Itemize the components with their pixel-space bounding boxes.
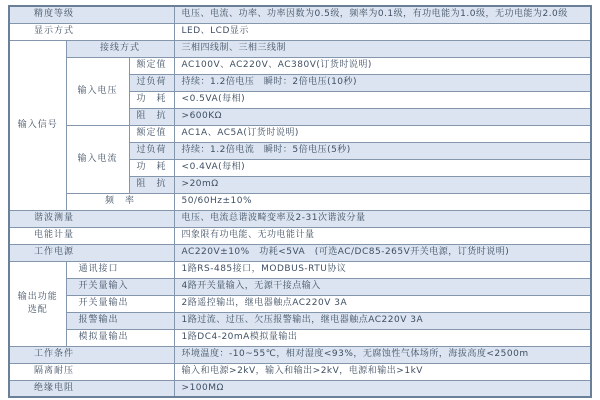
spec-label-cell: 报警输出 <box>66 312 174 329</box>
table-row <box>9 278 591 295</box>
spec-label-cell: 额定值 <box>129 57 174 74</box>
table-row <box>9 40 591 57</box>
spec-label-cell: 输入电流 <box>66 125 129 193</box>
spec-value-cell: AC220V±10% 功耗<5VA (可选AC/DC85-265V开关电源，订货时说明) <box>174 244 591 261</box>
spec-label-cell: 开关量输出 <box>66 295 174 312</box>
spec-label-cell: 精度等级 <box>9 6 174 23</box>
spec-value-cell: >600KΩ <box>174 108 591 125</box>
table-row <box>9 380 591 397</box>
spec-label-cell: 显示方式 <box>9 23 174 40</box>
spec-label-cell: 隔离耐压 <box>9 363 174 380</box>
spec-value-cell: 4路开关量输入，无源干接点输入 <box>174 278 591 295</box>
spec-label-cell: 阻 抗 <box>129 176 174 193</box>
spec-label-cell: 输出功能选配 <box>9 261 66 346</box>
spec-value-cell: 1路过流、过压、欠压报警输出，继电器触点AC220V 3A <box>174 312 591 329</box>
spec-value-cell: 持续：1.2倍电压 瞬时：2倍电压(10秒) <box>174 74 591 91</box>
spec-value-cell: >100MΩ <box>174 380 591 397</box>
spec-label-cell: 频 率 <box>66 193 174 210</box>
spec-table-body <box>9 6 591 397</box>
spec-value-cell: 2路遥控输出，继电器触点AC220V 3A <box>174 295 591 312</box>
spec-label-cell: 过负荷 <box>129 142 174 159</box>
table-row <box>9 227 591 244</box>
spec-value-cell: AC100V、AC220V、AC380V(订货时说明) <box>174 57 591 74</box>
spec-value-cell: 持续：1.2倍电流 瞬时：5倍电压(5秒) <box>174 142 591 159</box>
spec-label-cell: 功 耗 <box>129 91 174 108</box>
table-row <box>9 312 591 329</box>
spec-label-cell: 功 耗 <box>129 159 174 176</box>
spec-value-cell: 输入和电源>2kV，输入和输出>2kV，电源和输出>1kV <box>174 363 591 380</box>
spec-label-cell: 模拟量输出 <box>66 329 174 346</box>
spec-label-cell: 绝缘电阻 <box>9 380 174 397</box>
spec-table-container <box>8 5 592 396</box>
spec-value-cell: 四象限有功电能、无功电能计量 <box>174 227 591 244</box>
table-row <box>9 23 591 40</box>
spec-label-cell: 输入信号 <box>9 40 66 210</box>
table-row <box>9 346 591 363</box>
table-row <box>9 295 591 312</box>
table-row <box>9 193 591 210</box>
spec-value-cell: >20mΩ <box>174 176 591 193</box>
spec-value-cell: LED、LCD显示 <box>174 23 591 40</box>
table-row <box>9 244 591 261</box>
table-row <box>9 261 591 278</box>
spec-label-cell: 通讯接口 <box>66 261 174 278</box>
spec-value-cell: AC1A、AC5A(订货时说明) <box>174 125 591 142</box>
table-row <box>9 125 591 142</box>
table-row <box>9 329 591 346</box>
table-row <box>9 363 591 380</box>
table-row <box>9 57 591 74</box>
spec-label-cell: 开关量输入 <box>66 278 174 295</box>
spec-label-cell: 谐波测量 <box>9 210 174 227</box>
spec-value-cell: 1路DC4-20mA模拟量输出 <box>174 329 591 346</box>
spec-value-cell: 三相四线制、三相三线制 <box>174 40 591 57</box>
spec-value-cell: <0.5VA(每相) <box>174 91 591 108</box>
spec-label-cell: 工作电源 <box>9 244 174 261</box>
spec-label-cell: 电能计量 <box>9 227 174 244</box>
table-row <box>9 210 591 227</box>
spec-value-cell: <0.4VA(每相) <box>174 159 591 176</box>
table-row <box>9 6 591 23</box>
spec-label-cell: 额定值 <box>129 125 174 142</box>
spec-value-cell: 电压、电流、功率、功率因数为0.5级，频率为0.1级，有功电能为1.0级，无功电能为2.0级 <box>174 6 591 23</box>
spec-label-cell: 接线方式 <box>66 40 174 57</box>
spec-value-cell: 环境温度：-10~55℃，相对湿度<93%，无腐蚀性气体场所，海拔高度<2500m <box>174 346 591 363</box>
spec-value-cell: 50/60Hz±10% <box>174 193 591 210</box>
spec-table <box>8 5 592 398</box>
spec-value-cell: 1路RS-485接口，MODBUS-RTU协议 <box>174 261 591 278</box>
spec-value-cell: 电压、电流总谐波畸变率及2-31次谐波分量 <box>174 210 591 227</box>
spec-label-cell: 工作条件 <box>9 346 174 363</box>
spec-label-cell: 过负荷 <box>129 74 174 91</box>
spec-label-cell: 输入电压 <box>66 57 129 125</box>
spec-label-cell: 阻 抗 <box>129 108 174 125</box>
